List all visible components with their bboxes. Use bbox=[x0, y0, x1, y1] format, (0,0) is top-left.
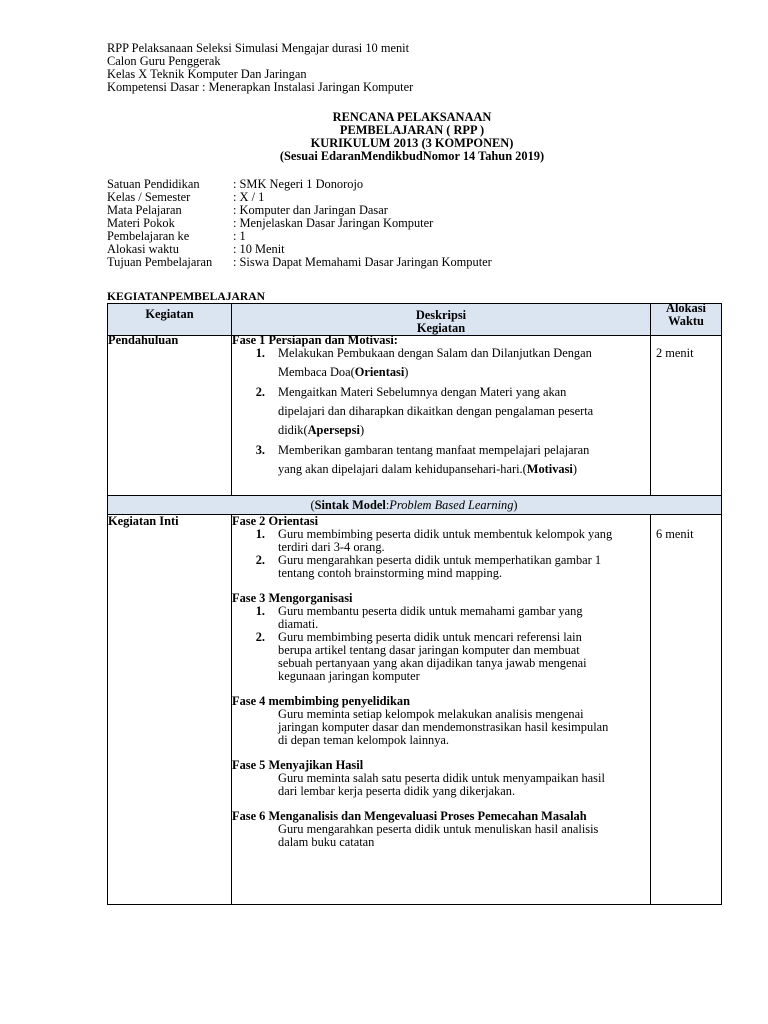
text-line: Guru mengarahkan peserta didik untuk memperhatikan gambar 1 bbox=[278, 553, 602, 567]
text-line: dari lembar kerja peserta didik yang dikerjakan. bbox=[278, 784, 516, 798]
header-deskripsi-line: Deskripsi bbox=[415, 308, 467, 322]
list-item-text: Memberikan gambaran tentang manfaat mempelajari pelajaran bbox=[278, 443, 590, 457]
table-border-right bbox=[721, 303, 722, 905]
document-header bbox=[107, 42, 413, 94]
table-line bbox=[650, 303, 651, 496]
title-line: KURIKULUM 2013 (3 KOMPONEN) bbox=[310, 136, 514, 150]
info-label: Satuan Pendidikan bbox=[107, 177, 200, 191]
info-row bbox=[107, 217, 707, 230]
list-number: 1. bbox=[255, 604, 265, 618]
title-line: PEMBELAJARAN ( RPP ) bbox=[339, 123, 485, 137]
info-value: : Komputer dan Jaringan Dasar bbox=[233, 203, 388, 217]
table-line bbox=[107, 514, 722, 515]
text-run: ) bbox=[572, 462, 578, 476]
header-line: Kompetensi Dasar : Menerapkan Instalasi Jaringan Komputer bbox=[107, 80, 414, 94]
table-border-top bbox=[107, 303, 722, 304]
table-border-bottom bbox=[107, 904, 722, 905]
info-label: Tujuan Pembelajaran bbox=[107, 255, 213, 269]
text-line: terdiri dari 3-4 orang. bbox=[278, 540, 385, 554]
text-run: ) bbox=[404, 365, 409, 379]
document-title bbox=[107, 111, 717, 163]
info-label: Mata Pelajaran bbox=[107, 203, 182, 217]
list-item-text bbox=[278, 554, 601, 580]
fase-5-text bbox=[278, 772, 605, 798]
fase-2-title: Fase 2 Orientasi bbox=[232, 514, 319, 528]
section-title: KEGIATANPEMBELAJARAN bbox=[107, 290, 266, 303]
list-item-text: Melakukan Pembukaan dengan Salam dan Dilanjutkan Dengan bbox=[278, 346, 592, 360]
text-line: diamati. bbox=[278, 617, 319, 631]
info-row bbox=[107, 178, 707, 191]
fase-3-title: Fase 3 Mengorganisasi bbox=[232, 591, 353, 605]
header-line: Calon Guru Penggerak bbox=[107, 54, 221, 68]
info-label: Kelas / Semester bbox=[107, 190, 191, 204]
info-label: Pembelajaran ke bbox=[107, 229, 190, 243]
text-line: Guru membimbing peserta didik untuk mencari referensi lain bbox=[278, 630, 582, 644]
list-item-text bbox=[278, 605, 583, 631]
text-line: tentang contoh brainstorming mind mapping. bbox=[278, 566, 503, 580]
text-run: ( bbox=[310, 498, 315, 512]
info-row bbox=[107, 256, 707, 269]
info-row bbox=[107, 230, 707, 243]
header-line: RPP Pelaksanaan Seleksi Simulasi Mengajar durasi 10 menit bbox=[107, 41, 410, 55]
text-line: Guru meminta salah satu peserta didik untuk menyampaikan hasil bbox=[278, 771, 605, 785]
text-run-bold: Apersepsi bbox=[307, 423, 360, 437]
info-row bbox=[107, 191, 707, 204]
info-value: : 10 Menit bbox=[233, 242, 285, 256]
title-line: RENCANA PELAKSANAAN bbox=[332, 110, 492, 124]
text-run: Membaca Doa( bbox=[278, 365, 355, 379]
header-deskripsi bbox=[232, 309, 650, 335]
row-label-pendahuluan: Pendahuluan bbox=[108, 333, 179, 347]
header-alokasi bbox=[651, 302, 721, 328]
sintak-model-row bbox=[107, 499, 721, 512]
text-line: sebuah pertanyaan yang akan dijadikan tanya jawab mengenai bbox=[278, 656, 587, 670]
list-item-text: dipelajari dan diharapkan dikaitkan dengan pengalaman peserta bbox=[278, 404, 594, 418]
identity-info bbox=[107, 178, 707, 269]
list-number: 2. bbox=[255, 385, 265, 399]
table-line bbox=[107, 495, 722, 496]
text-line: dalam buku catatan bbox=[278, 835, 375, 849]
fase-4-text bbox=[278, 708, 608, 747]
text-run-bold: Sintak Model bbox=[314, 498, 386, 512]
info-value: : Siswa Dapat Memahami Dasar Jaringan Komputer bbox=[233, 255, 492, 269]
info-value: : X / 1 bbox=[233, 190, 265, 204]
text-line: di depan teman kelompok lainnya. bbox=[278, 733, 450, 747]
fase-6-title: Fase 6 Menganalisis dan Mengevaluasi Proses Pemecahan Masalah bbox=[232, 809, 587, 823]
info-value: : SMK Negeri 1 Donorojo bbox=[233, 177, 364, 191]
time-kegiatan-inti: 6 menit bbox=[656, 527, 694, 541]
table-line bbox=[231, 514, 232, 905]
text-run: yang akan dipelajari dalam kehidupansehari-hari.( bbox=[278, 462, 527, 476]
list-item-text bbox=[278, 631, 587, 683]
title-line: (Sesuai EdaranMendikbudNomor 14 Tahun 2019) bbox=[279, 149, 545, 163]
info-label: Alokasi waktu bbox=[107, 242, 179, 256]
text-run: ) bbox=[359, 423, 365, 437]
info-value: : 1 bbox=[233, 229, 246, 243]
text-run: : bbox=[385, 498, 390, 512]
list-item-text bbox=[278, 463, 577, 476]
text-line: Guru mengarahkan peserta didik untuk menuliskan hasil analisis bbox=[278, 822, 599, 836]
list-number: 1. bbox=[255, 527, 265, 541]
fase-4-title: Fase 4 membimbing penyelidikan bbox=[232, 694, 410, 708]
info-value: : Menjelaskan Dasar Jaringan Komputer bbox=[233, 216, 434, 230]
text-run-italic: Problem Based Learning bbox=[389, 498, 514, 512]
text-line: Guru membantu peserta didik untuk memahami gambar yang bbox=[278, 604, 583, 618]
row-label-kegiatan-inti: Kegiatan Inti bbox=[108, 514, 179, 528]
text-run-bold: Orientasi bbox=[354, 365, 405, 379]
text-line: Guru meminta setiap kelompok melakukan analisis mengenai bbox=[278, 707, 584, 721]
list-number: 3. bbox=[255, 443, 265, 457]
table-line bbox=[107, 335, 722, 336]
time-pendahuluan: 2 menit bbox=[656, 346, 694, 360]
header-kegiatan: Kegiatan bbox=[145, 307, 194, 321]
fase-1-title: Fase 1 Persiapan dan Motivasi: bbox=[232, 333, 398, 347]
table-border-left bbox=[107, 303, 108, 905]
info-label: Materi Pokok bbox=[107, 216, 175, 230]
text-run: didik( bbox=[278, 423, 308, 437]
list-item-text bbox=[278, 424, 364, 437]
text-run: ) bbox=[513, 498, 518, 512]
fase-6-text bbox=[278, 823, 598, 849]
list-item-text bbox=[278, 528, 612, 554]
text-run-bold: Motivasi bbox=[526, 462, 573, 476]
text-line: kegunaan jaringan komputer bbox=[278, 669, 420, 683]
list-number: 2. bbox=[255, 553, 265, 567]
header-alokasi-line: Alokasi bbox=[666, 301, 706, 315]
fase-5-title: Fase 5 Menyajikan Hasil bbox=[232, 758, 364, 772]
text-line: jaringan komputer dasar dan mendemonstrasikan hasil kesimpulan bbox=[278, 720, 609, 734]
header-deskripsi-line: Kegiatan bbox=[416, 321, 466, 335]
text-line: Guru membimbing peserta didik untuk membentuk kelompok yang bbox=[278, 527, 613, 541]
list-number: 1. bbox=[255, 346, 265, 360]
header-line: Kelas X Teknik Komputer Dan Jaringan bbox=[107, 67, 307, 81]
text-line: berupa artikel tentang dasar jaringan komputer dan membuat bbox=[278, 643, 580, 657]
header-alokasi-line: Waktu bbox=[668, 314, 704, 328]
table-line bbox=[650, 514, 651, 905]
list-item-text: Mengaitkan Materi Sebelumnya dengan Materi yang akan bbox=[278, 385, 567, 399]
list-item-text bbox=[278, 366, 408, 379]
list-number: 2. bbox=[255, 630, 265, 644]
